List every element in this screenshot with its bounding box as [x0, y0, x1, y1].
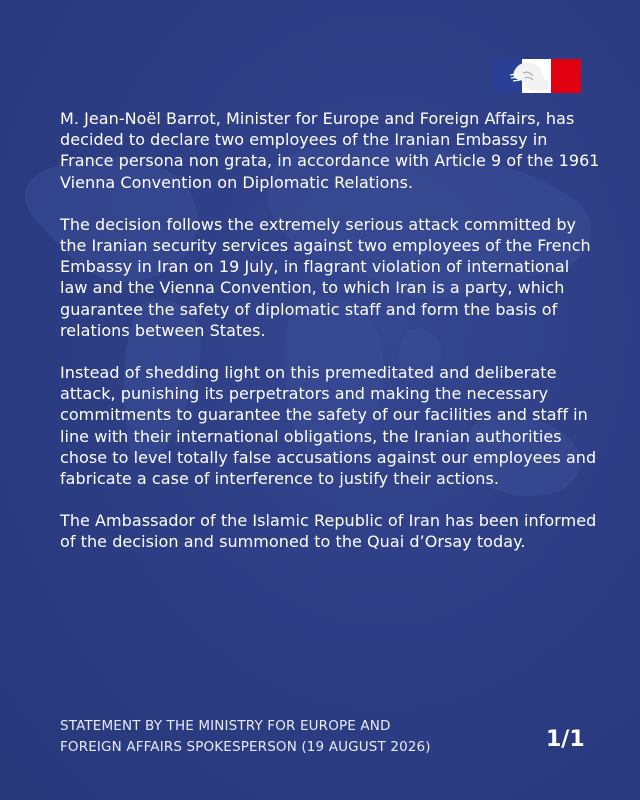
marianne-tricolor-logo: [492, 59, 581, 93]
statement-paragraph-4: The Ambassador of the Islamic Republic of Iran has been informed of the decision and summoned to the Quai d’Orsay today.: [60, 511, 597, 552]
statement-paragraph-2: The decision follows the extremely serious attack committed by the Iranian security services against two employees of the French Embassy in Iran on 19 July, in flagrant violation of international law and the Vienna Convention, to which Iran is a party, which guarantee the safety of diplomatic staff and form the basis of relations between States.: [60, 214, 591, 340]
page-counter: 1/1: [546, 727, 585, 752]
attribution-line-1: STATEMENT BY THE MINISTRY FOR EUROPE AND: [60, 718, 391, 734]
statement-paragraph-3: Instead of shedding light on this premeditated and deliberate attack, punishing its perpetrators and making the necessary commitments to guarantee the safety of our facilities and staff in line with their international obligations, the Iranian authorities chose to level totally false accusations against our employees and fabricate a case of interference to justify their actions.: [60, 363, 597, 489]
statement-body: [60, 108, 600, 574]
statement-attribution: [60, 716, 530, 758]
attribution-line-2: FOREIGN AFFAIRS SPOKESPERSON (19 AUGUST 2026): [60, 739, 431, 755]
statement-paragraph-1: M. Jean-Noël Barrot, Minister for Europe and Foreign Affairs, has decided to declare two employees of the Iranian Embassy in France persona non grata, in accordance with Article 9 of the 1961 Vienna Convention on Diplomatic Relations.: [60, 109, 600, 192]
